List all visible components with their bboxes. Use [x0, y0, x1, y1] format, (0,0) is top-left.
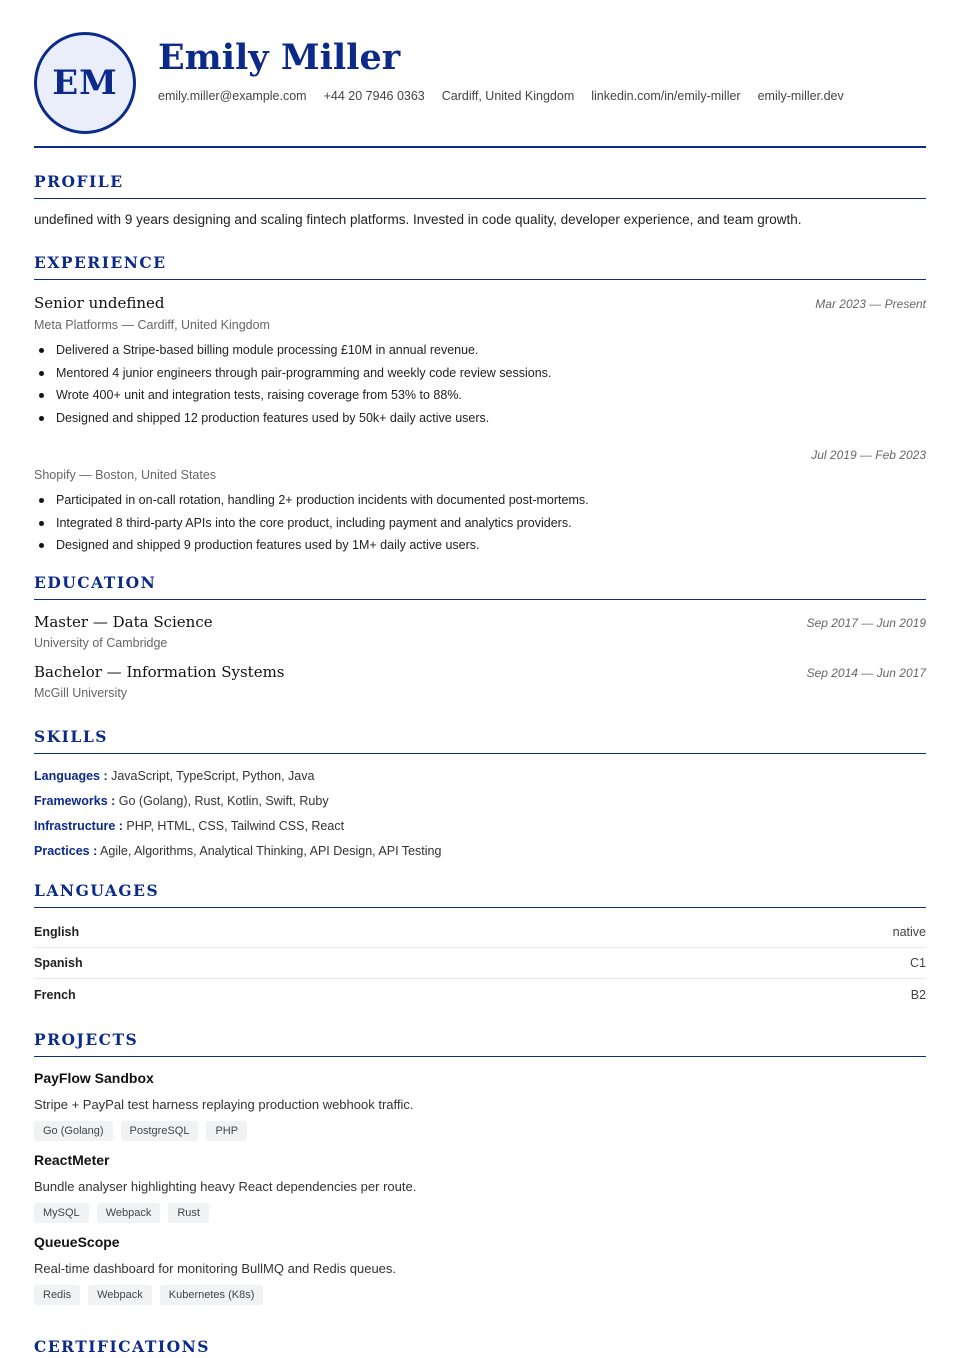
profile-summary: undefined with 9 years designing and scaling fintech platforms. Invested in code quality, developer experience, and team growth.	[34, 212, 802, 227]
job-bullet: Designed and shipped 12 production features used by 50k+ daily active users.	[34, 407, 926, 430]
language-name: Spanish	[34, 956, 83, 970]
skill-values: PHP, HTML, CSS, Tailwind CSS, React	[126, 819, 345, 833]
section-title-languages: LANGUAGES	[34, 881, 926, 908]
contact-website[interactable]: emily-miller.dev	[757, 89, 844, 103]
skill-label: Practices :	[34, 844, 98, 858]
project-name: PayFlow Sandbox	[34, 1070, 154, 1086]
language-level: native	[892, 925, 926, 939]
tech-tag: Webpack	[88, 1285, 152, 1305]
projects-section	[34, 1030, 926, 1305]
tech-tag: PHP	[206, 1121, 247, 1141]
tech-tag: Rust	[168, 1203, 209, 1223]
skill-values: JavaScript, TypeScript, Python, Java	[111, 769, 315, 783]
project-tags	[34, 1203, 926, 1223]
contact-list	[158, 89, 861, 103]
experience-section	[34, 253, 926, 557]
project-description: Bundle analyser highlighting heavy React dependencies per route.	[34, 1179, 417, 1194]
degree: Bachelor — Information Systems	[34, 663, 285, 681]
job-company: Meta Platforms — Cardiff, United Kingdom	[34, 318, 270, 332]
languages-section	[34, 881, 926, 1010]
skills-list	[34, 764, 926, 864]
language-row	[34, 979, 926, 1010]
job-dates: Jul 2019 — Feb 2023	[811, 448, 926, 462]
contact-linkedin[interactable]: linkedin.com/in/emily-miller	[591, 89, 741, 103]
project-name: QueueScope	[34, 1234, 120, 1250]
education-dates: Sep 2014 — Jun 2017	[806, 666, 926, 680]
skill-group	[34, 839, 926, 864]
job-bullet: Mentored 4 junior engineers through pair-programming and weekly code review sessions.	[34, 362, 926, 385]
school: University of Cambridge	[34, 636, 168, 650]
language-name: English	[34, 925, 80, 939]
skills-section	[34, 727, 926, 864]
language-level: B2	[910, 987, 926, 1002]
languages-list	[34, 917, 926, 1010]
section-title-experience: EXPERIENCE	[34, 253, 926, 280]
project-description: Stripe + PayPal test harness replaying production webhook traffic.	[34, 1097, 414, 1112]
skill-values: Agile, Algorithms, Analytical Thinking, API Design, API Testing	[100, 844, 442, 858]
job-title: Senior undefined	[34, 294, 165, 312]
certifications-section	[34, 1337, 926, 1358]
project-item	[34, 1234, 926, 1305]
contact-email[interactable]: emily.miller@example.com	[158, 89, 307, 103]
job-bullet: Delivered a Stripe-based billing module processing £10M in annual revenue.	[34, 339, 926, 362]
skill-label: Infrastructure :	[34, 819, 123, 833]
profile-section	[34, 172, 926, 227]
tech-tag: MySQL	[34, 1203, 89, 1223]
avatar-initials: EM	[52, 63, 118, 103]
tech-tag: Webpack	[97, 1203, 161, 1223]
language-level: C1	[910, 956, 926, 970]
section-title-projects: PROJECTS	[34, 1030, 926, 1057]
resume-header	[34, 0, 926, 148]
job-dates: Mar 2023 — Present	[815, 297, 926, 311]
skill-label: Frameworks :	[34, 794, 116, 808]
education-section	[34, 573, 926, 700]
tech-tag: Kubernetes (K8s)	[160, 1285, 264, 1305]
section-title-profile: PROFILE	[34, 172, 926, 199]
tech-tag: PostgreSQL	[121, 1121, 199, 1141]
education-dates: Sep 2017 — Jun 2019	[806, 616, 926, 630]
section-title-certifications: CERTIFICATIONS	[34, 1337, 210, 1356]
contact-location: Cardiff, United Kingdom	[441, 89, 575, 103]
project-tags	[34, 1285, 926, 1305]
education-item	[34, 613, 926, 650]
project-tags	[34, 1121, 926, 1141]
job-bullets	[34, 489, 926, 557]
skill-group	[34, 764, 926, 789]
degree: Master — Data Science	[34, 613, 213, 631]
header-info	[158, 32, 861, 103]
language-name: French	[34, 987, 76, 1002]
experience-item	[34, 294, 926, 429]
experience-item	[34, 448, 926, 557]
language-row	[34, 948, 926, 979]
job-bullet: Integrated 8 third-party APIs into the core product, including payment and analytics providers.	[34, 512, 926, 535]
section-title-skills: SKILLS	[34, 727, 926, 754]
job-company: Shopify — Boston, United States	[34, 468, 217, 482]
education-item	[34, 663, 926, 700]
project-item	[34, 1070, 926, 1141]
job-bullet: Participated in on-call rotation, handling 2+ production incidents with documented post-mortems.	[34, 489, 926, 512]
skill-label: Languages :	[34, 769, 108, 783]
skill-group	[34, 789, 926, 814]
contact-phone[interactable]: +44 20 7946 0363	[323, 89, 425, 103]
tech-tag: Redis	[34, 1285, 80, 1305]
job-bullet: Designed and shipped 9 production features used by 1M+ daily active users.	[34, 534, 926, 557]
project-name: ReactMeter	[34, 1152, 110, 1168]
project-description: Real-time dashboard for monitoring BullMQ and Redis queues.	[34, 1261, 397, 1276]
avatar	[34, 32, 136, 134]
language-row	[34, 917, 926, 948]
tech-tag: Go (Golang)	[34, 1121, 113, 1141]
section-title-education: EDUCATION	[34, 573, 926, 600]
skill-group	[34, 814, 926, 839]
school: McGill University	[34, 686, 128, 700]
job-bullets	[34, 339, 926, 429]
project-item	[34, 1152, 926, 1223]
skill-values: Go (Golang), Rust, Kotlin, Swift, Ruby	[118, 794, 329, 808]
job-bullet: Wrote 400+ unit and integration tests, raising coverage from 53% to 88%.	[34, 384, 926, 407]
full-name: Emily Miller	[158, 37, 401, 78]
